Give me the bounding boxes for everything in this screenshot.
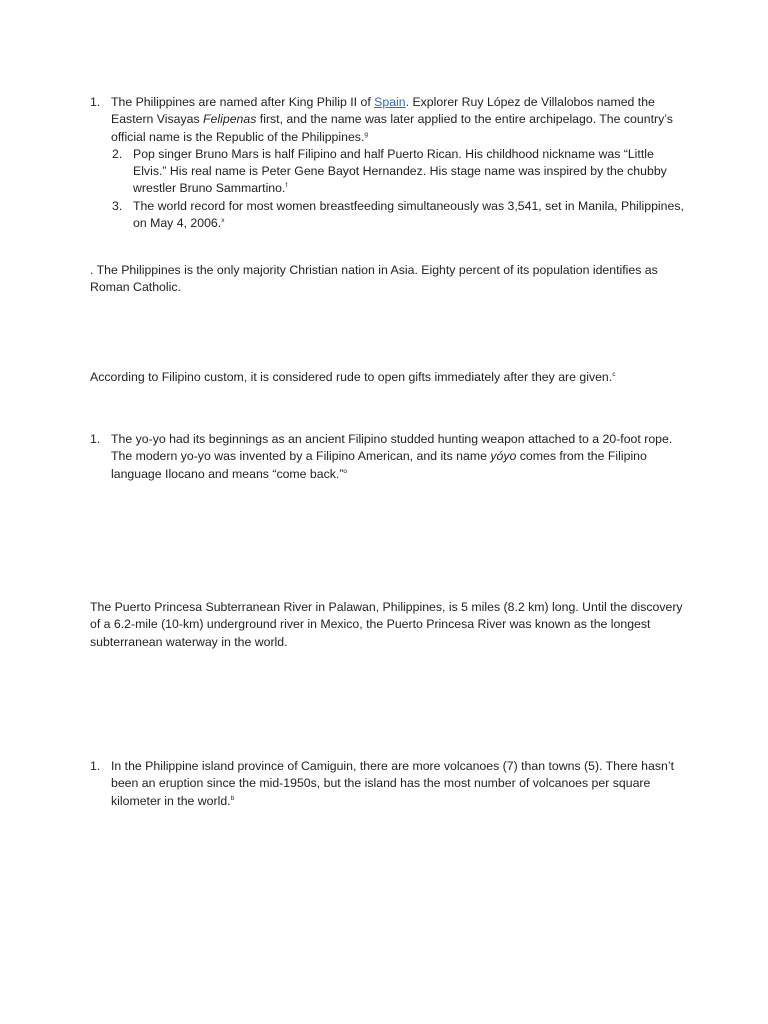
list-number: 1. xyxy=(90,759,101,773)
paragraph-christian-nation xyxy=(90,262,690,297)
facts-list-1 xyxy=(90,94,690,232)
list-item-text: . Explorer Ruy López de Villalobos named the Eastern Visayas xyxy=(111,95,655,127)
italic-term: yóyo xyxy=(490,449,517,464)
list-item-text: The world record for most women breastfeeding simultaneously was 3,541, set in Manila, Philippines, on May 4, 2006. xyxy=(133,198,684,231)
footnote-marker: o xyxy=(343,467,348,475)
spain-link[interactable]: Spain xyxy=(374,95,406,109)
footnote-marker: g xyxy=(364,130,368,138)
footnote-marker: f xyxy=(285,182,288,190)
list-item-text: Pop singer Bruno Mars is half Filipino and half Puerto Rican. His childhood nickname was “Little Elvis.” His real name is Peter Gene Bayot Hernandez. His stage name was inspired by the chubby wrestler Bruno Sammartino. xyxy=(133,146,667,196)
list-item-text: first, and the name was later applied to the entire archipelago. The country’s official name is the Republic of the Philippines. xyxy=(111,112,673,144)
paragraph-text: According to Filipino custom, it is considered rude to open gifts immediately after they are given. xyxy=(90,370,613,384)
list-item-text: The yo-yo had its beginnings as an ancient Filipino studded hunting weapon attached to a 20-foot rope. The modern yo-yo was invented by a Filipino American, and its name xyxy=(111,432,673,464)
list-item-camiguin xyxy=(90,758,690,810)
paragraph-text: The Puerto Princesa Subterranean River in Palawan, Philippines, is 5 miles (8.2 km) long. Until the discovery of a 6.2-mile (10-km) underground river in Mexico, the Puerto Princesa River was known as the longest subterranean waterway in the world. xyxy=(90,600,683,649)
italic-term: Felipenas xyxy=(203,112,257,127)
paragraph-text: . The Philippines is the only majority Christian nation in Asia. Eighty percent of its population identifies as Roman Catholic. xyxy=(90,263,658,295)
list-item-text: The Philippines are named after King Philip II of xyxy=(111,95,375,109)
list-number: 1. xyxy=(90,95,101,109)
list-item-bruno-mars xyxy=(112,146,690,198)
list-item-philippines-name xyxy=(90,94,690,146)
list-number: 1. xyxy=(90,432,101,446)
footnote-marker: b xyxy=(230,794,235,802)
facts-list-yoyo xyxy=(90,431,690,483)
list-number: 3. xyxy=(112,198,123,213)
list-item-text: comes from the Filipino language Ilocano and means “come back.” xyxy=(111,449,647,481)
list-item-breastfeeding-record xyxy=(112,198,690,233)
footnote-marker: x xyxy=(221,217,225,225)
list-item-yoyo xyxy=(90,431,690,483)
paragraph-gift-custom xyxy=(90,369,690,386)
facts-list-camiguin xyxy=(90,758,690,810)
list-number: 2. xyxy=(112,146,123,161)
footnote-marker: c xyxy=(612,371,616,378)
list-item-text: In the Philippine island province of Camiguin, there are more volcanoes (7) than towns (5). There hasn’t been an eruption since the mid-1950s, but the island has the most number of volcanoes per square kilometer in the world. xyxy=(111,759,674,808)
paragraph-underground-river xyxy=(90,599,690,651)
